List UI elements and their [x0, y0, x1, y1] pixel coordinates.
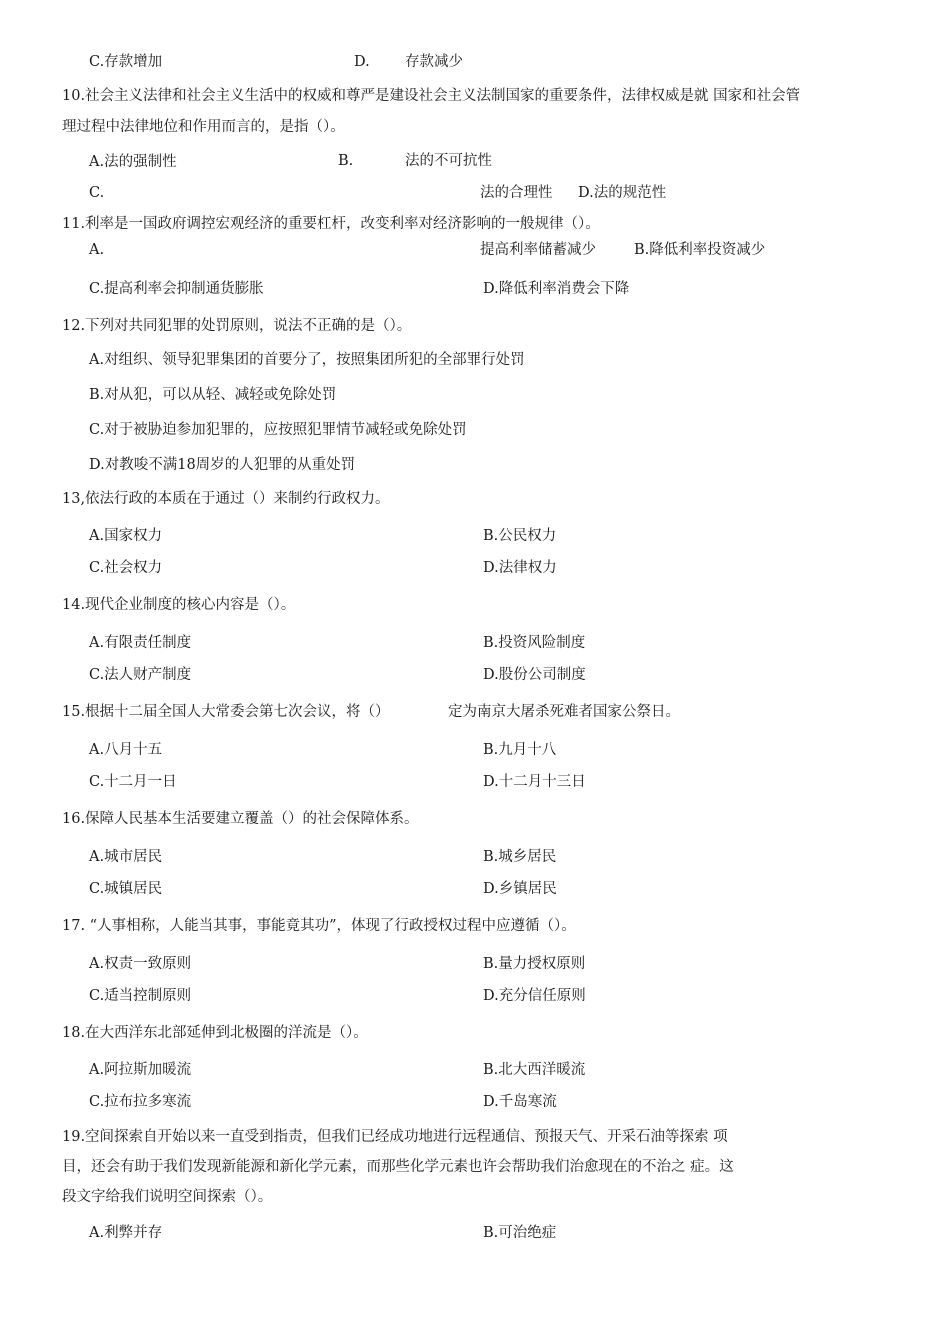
q15-stem-part1: 15.根据十二届全国人大常委会第七次会议，将（）	[62, 704, 390, 720]
q12-stem: 12.下列对共同犯罪的处罚原则，说法不正确的是（）。	[62, 318, 412, 334]
q11-option-a-text: 提高利率储蓄减少	[480, 242, 596, 258]
q11-option-c: C.提高利率会抑制通货膨胀	[89, 281, 264, 297]
q18-option-d: D.千岛寒流	[483, 1094, 557, 1110]
q18-option-b: B.北大西洋暖流	[483, 1062, 586, 1078]
q12-option-c: C.对于被胁迫参加犯罪的，应按照犯罪情节减轻或免除处罚	[89, 422, 467, 438]
q11-stem: 11.利率是一国政府调控宏观经济的重要杠杆，改变利率对经济影响的一般规律（）。	[62, 216, 600, 232]
q19-stem-line2: 目，还会有助于我们发现新能源和新化学元素，而那些化学元素也许会帮助我们治愈现在的不治之 症。这	[62, 1159, 734, 1175]
q13-option-b: B.公民权力	[483, 528, 557, 544]
q13-option-a: A.国家权力	[89, 528, 163, 544]
q18-option-a: A.阿拉斯加暖流	[89, 1062, 192, 1078]
q10-stem-line1: 10.社会主义法律和社会主义生活中的权威和尊严是建设社会主义法制国家的重要条件，法律权威是就 国家和社会管	[62, 88, 801, 104]
q10-stem-line2: 理过程中法律地位和作用而言的，是指（）。	[62, 119, 345, 135]
q12-option-d: D.对教唆不满18周岁的人犯罪的从重处罚	[89, 457, 356, 473]
q10-option-c-label: C.	[89, 185, 105, 201]
q10-option-a: A.法的强制性	[89, 154, 177, 170]
q15-option-b: B.九月十八	[483, 742, 557, 758]
q15-option-a: A.八月十五	[89, 742, 163, 758]
q17-option-b: B.量力授权原则	[483, 956, 586, 972]
q18-stem: 18.在大西洋东北部延伸到北极圈的洋流是（）。	[62, 1025, 368, 1041]
q12-option-b: B.对从犯，可以从轻、减轻或免除处罚	[89, 387, 337, 403]
q17-option-d: D.充分信任原则	[483, 988, 586, 1004]
q16-option-d: D.乡镇居民	[483, 881, 557, 897]
q15-stem-part2: 定为南京大屠杀死难者国家公祭日。	[448, 704, 680, 720]
q14-option-d: D.股份公司制度	[483, 667, 586, 683]
q10-option-b-text: 法的不可抗性	[405, 153, 492, 169]
q14-option-c: C.法人财产制度	[89, 667, 192, 683]
q17-stem: 17. “人事相称，人能当其事，事能竟其功”，体现了行政授权过程中应遵循（）。	[62, 918, 576, 934]
q13-option-d: D.法律权力	[483, 560, 557, 576]
q12-option-a: A.对组织、领导犯罪集团的首要分了，按照集团所犯的全部罪行处罚	[89, 352, 525, 368]
q10-option-b-label: B.	[338, 153, 354, 169]
q9-option-d-text: 存款减少	[405, 54, 463, 70]
q14-option-a: A.有限责任制度	[89, 635, 192, 651]
q11-option-d: D.降低利率消费会下降	[483, 281, 630, 297]
q19-stem-line3: 段文字给我们说明空间探索（）。	[62, 1189, 273, 1205]
q19-option-b: B.可治绝症	[483, 1225, 557, 1241]
q14-option-b: B.投资风险制度	[483, 635, 586, 651]
q9-option-d-label: D.	[354, 54, 370, 70]
q11-option-b: B.降低利率投资减少	[634, 242, 766, 258]
q15-option-c: C.十二月一日	[89, 774, 177, 790]
q15-option-d: D.十二月十三日	[483, 774, 586, 790]
q16-option-b: B.城乡居民	[483, 849, 557, 865]
q19-stem-line1: 19.空间探索自开始以来一直受到指责，但我们已经成功地进行远程通信、预报天气、开采石油等探索 项	[62, 1129, 728, 1145]
q16-option-c: C.城镇居民	[89, 881, 163, 897]
q18-option-c: C.拉布拉多寒流	[89, 1094, 192, 1110]
q13-stem: 13,依法行政的本质在于通过（）来制约行政权力。	[62, 491, 390, 507]
q11-option-a-label: A.	[89, 242, 105, 258]
q19-option-a: A.利弊并存	[89, 1225, 163, 1241]
q17-option-c: C.适当控制原则	[89, 988, 192, 1004]
q16-option-a: A.城市居民	[89, 849, 163, 865]
q10-option-d: D.法的规范性	[578, 185, 667, 201]
q17-option-a: A.权责一致原则	[89, 956, 192, 972]
q13-option-c: C.社会权力	[89, 560, 163, 576]
q10-option-c-text: 法的合理性	[480, 185, 553, 201]
q14-stem: 14.现代企业制度的核心内容是（）。	[62, 597, 296, 613]
q16-stem: 16.保障人民基本生活要建立覆盖（）的社会保障体系。	[62, 811, 419, 827]
q9-option-c: C.存款增加	[89, 54, 163, 70]
